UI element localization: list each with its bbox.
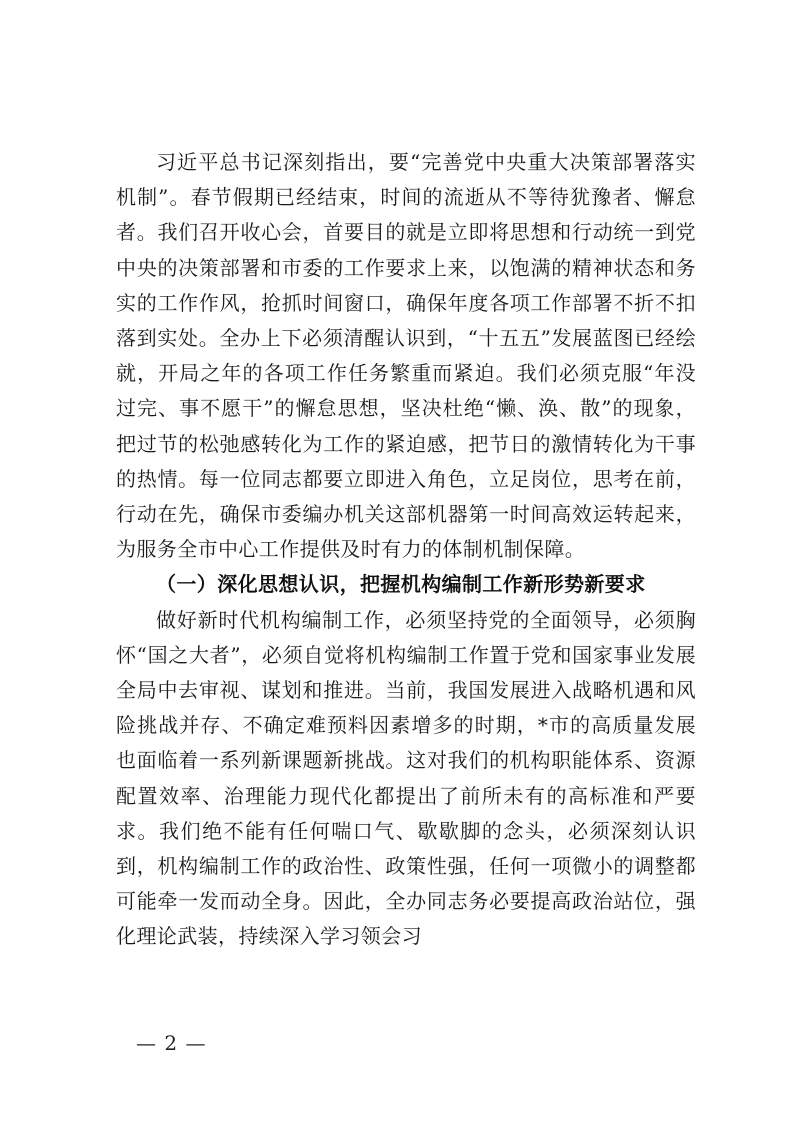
document-body xyxy=(116,145,696,955)
section-paragraph: 做好新时代机构编制工作，必须坚持党的全面领导，必须胸怀“国之大者”，必须自觉将机构编制工作置于党和国家事业发展全局中去审视、谋划和推进。当前，我国发展进入战略机遇和风险挑战并存、不确定难预料因素增多的时期，*市的高质量发展也面临着一系列新课题新挑战。这对我们的机构职能体系、资源配置效率、治理能力现代化都提出了前所未有的高标准和严要求。我们绝不能有任何喘口气、歇歇脚的念头，必须深刻认识到，机构编制工作的政治性、政策性强，任何一项微小的调整都可能牵一发而动全身。因此，全办同志务必要提高政治站位，强化理论武装，持续深入学习领会习 xyxy=(116,607,696,949)
intro-paragraph: 习近平总书记深刻指出，要“完善党中央重大决策部署落实机制”。春节假期已经结束，时间的流逝从不等待犹豫者、懈怠者。我们召开收心会，首要目的就是立即将思想和行动统一到党中央的决策部署和市委的工作要求上来，以饱满的精神状态和务实的工作作风，抢抓时间窗口，确保年度各项工作部署不折不扣落到实处。全办上下必须清醒认识到，“十五五”发展蓝图已经绘就，开局之年的各项工作任务繁重而紧迫。我们必须克服“年没过完、事不愿干”的懈怠思想，坚决杜绝“懒、涣、散”的现象，把过节的松弛感转化为工作的紧迫感，把节日的激情转化为干事的热情。每一位同志都要立即进入角色，立足岗位，思考在前，行动在先，确保市委编办机关这部机器第一时间高效运转起来，为服务全市中心工作提供及时有力的体制机制保障。 xyxy=(116,150,696,562)
page-number: — 2 — xyxy=(136,1031,207,1055)
section-heading: （一）深化思想认识，把握机构编制工作新形势新要求 xyxy=(156,572,646,597)
